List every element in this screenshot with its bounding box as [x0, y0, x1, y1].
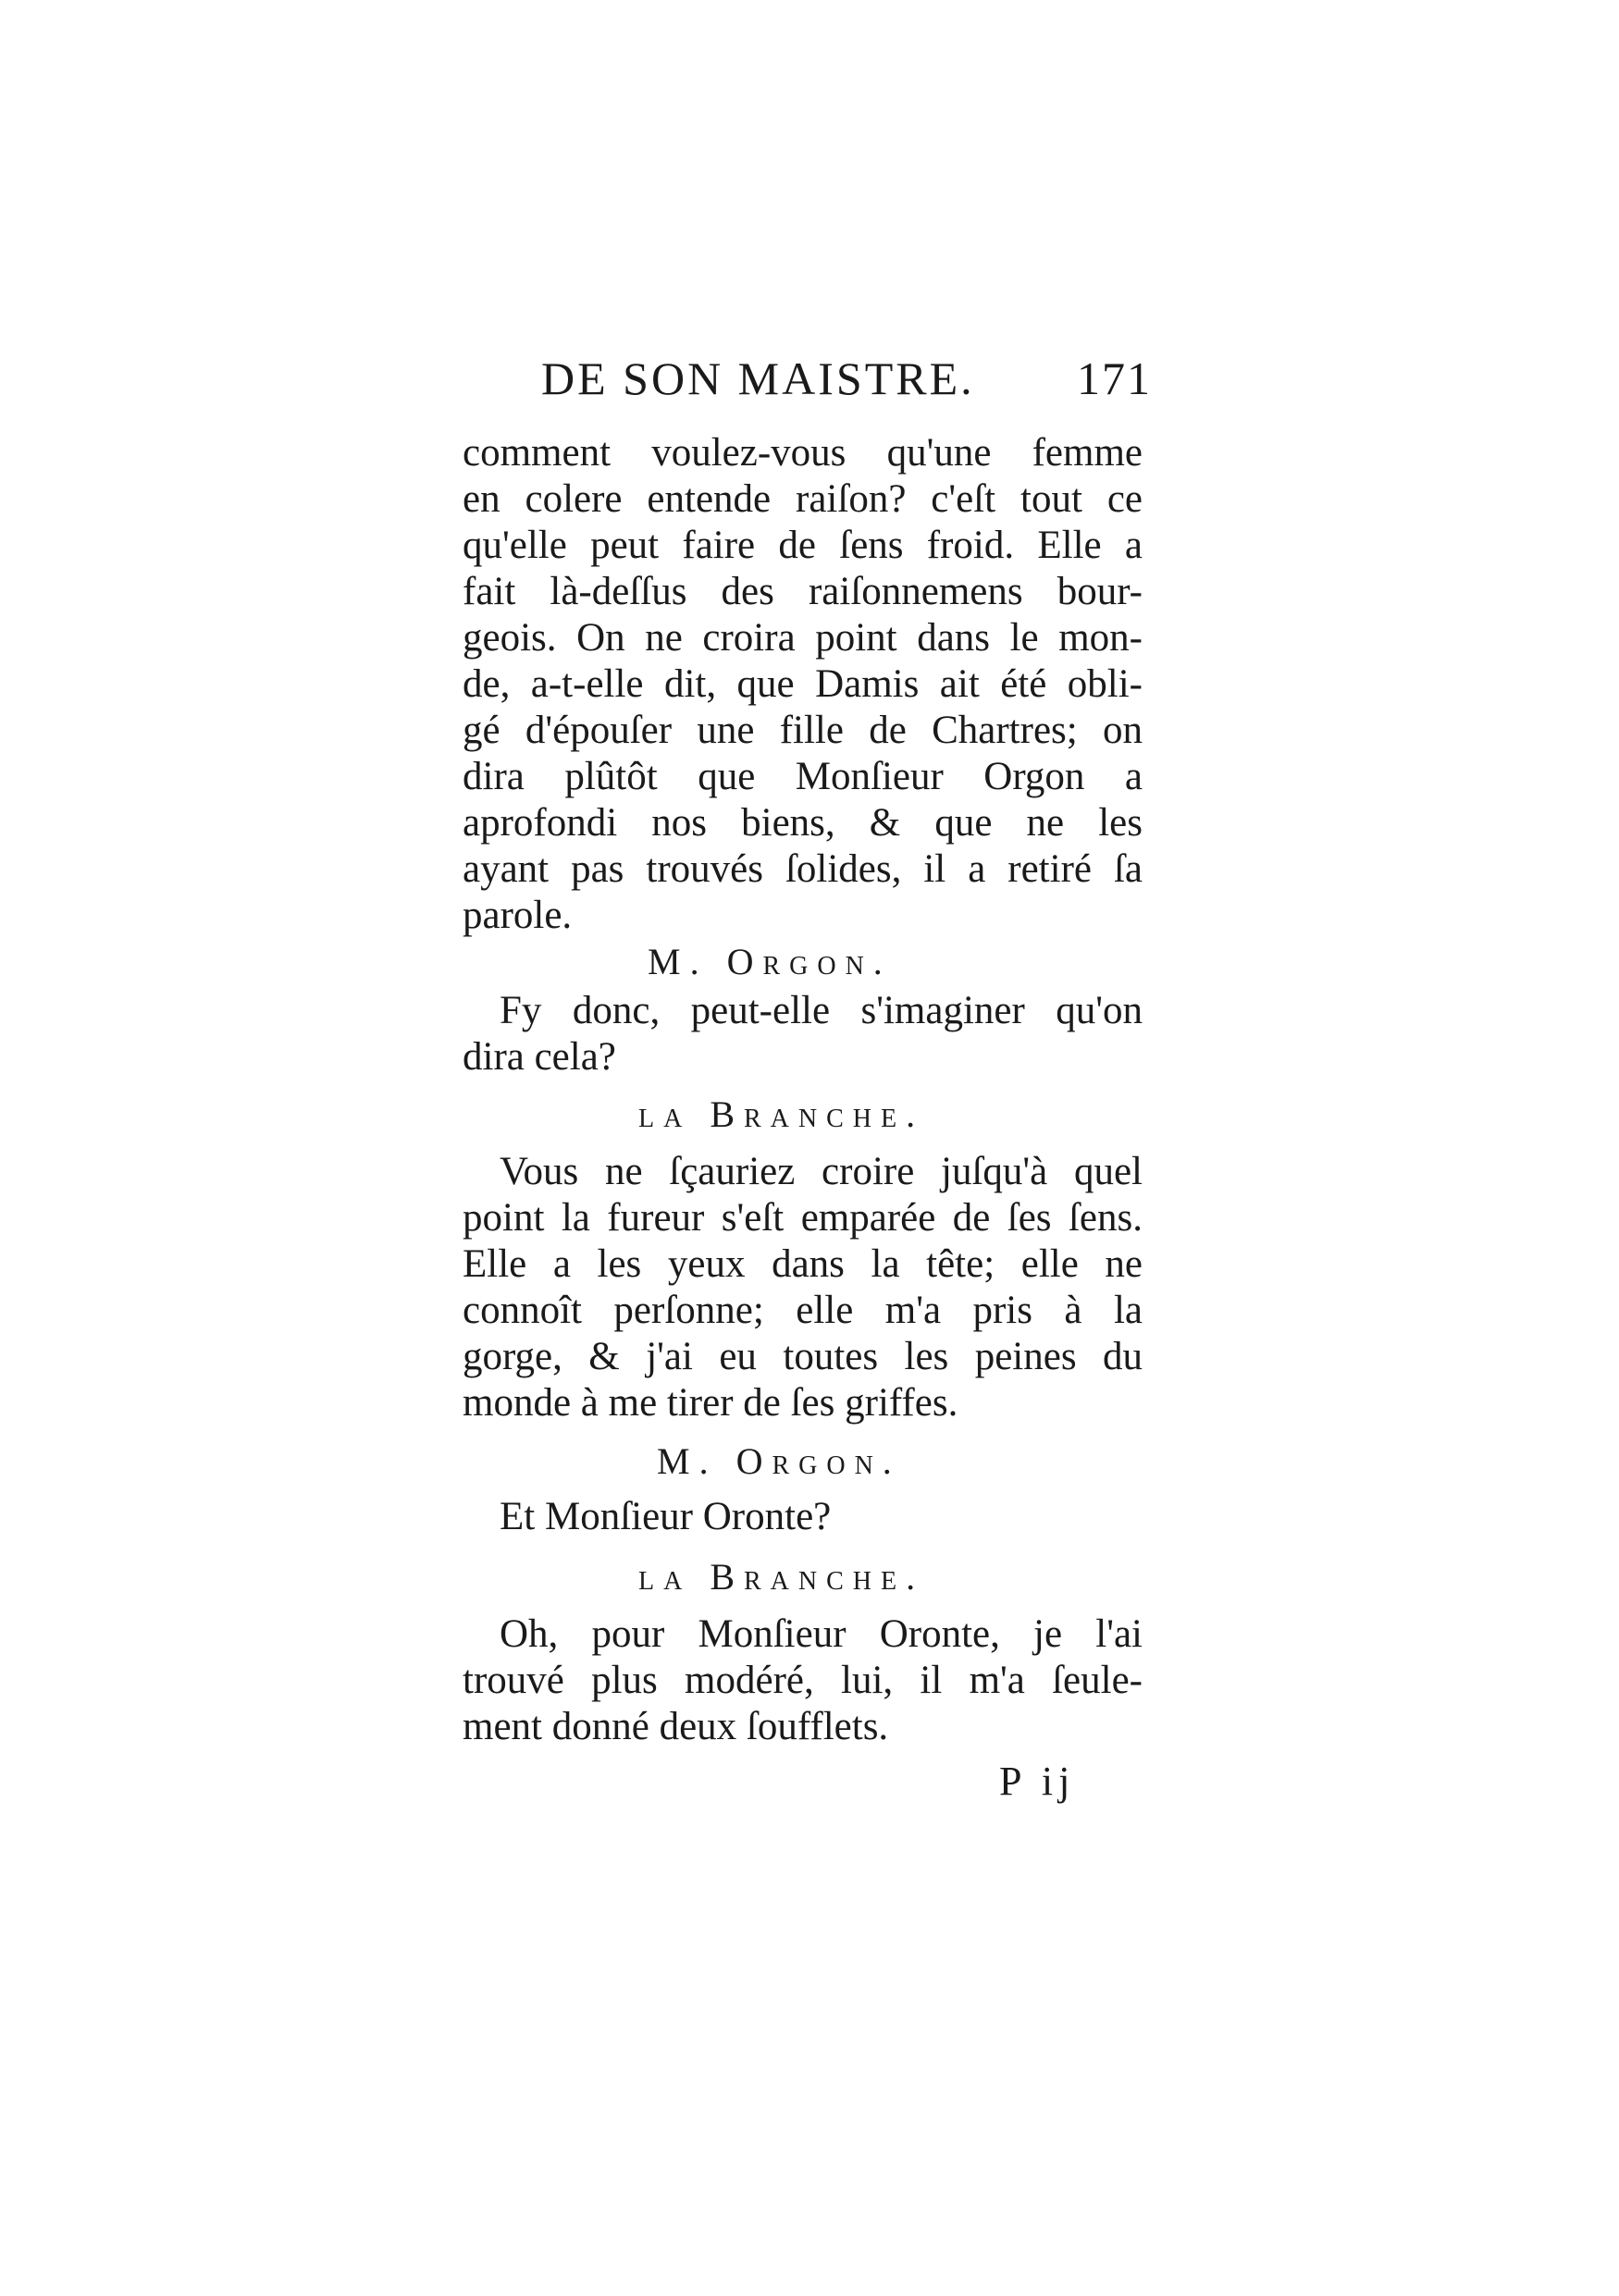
text-line-19: monde à me tirer de ſes griffes.	[463, 1381, 958, 1425]
text-line-5: geois. On ne croira point dans le mon-	[463, 616, 1143, 660]
text-line-9: aprofondi nos biens, & que ne les	[463, 801, 1143, 845]
text-line-12: Fy donc, peut-elle s'imaginer qu'on	[500, 989, 1143, 1032]
text-line-23: ment donné deux ſoufflets.	[463, 1705, 889, 1748]
text-line-22: trouvé plus modéré, lui, il m'a ſeule-	[463, 1659, 1143, 1702]
text-line-6: de, a-t-elle dit, que Damis ait été obli-	[463, 662, 1143, 706]
text-line-7: gé d'épouſer une fille de Chartres; on	[463, 709, 1143, 752]
text-line-1: comment voulez-vous qu'une femme	[463, 431, 1143, 475]
text-line-21: Oh, pour Monſieur Oronte, je l'ai	[500, 1612, 1143, 1656]
speaker-heading: la Branche.	[638, 1556, 925, 1598]
text-line-3: qu'elle peut faire de ſens froid. Elle a	[463, 524, 1143, 567]
running-head: DE SON MAISTRE.	[541, 352, 975, 404]
text-line-13: dira cela?	[463, 1035, 616, 1079]
text-line-18: gorge, & j'ai eu toutes les peines du	[463, 1335, 1143, 1378]
text-line-17: connoît perſonne; elle m'a pris à la	[463, 1289, 1143, 1332]
page-header	[541, 352, 1152, 416]
speaker-heading: la Branche.	[638, 1093, 925, 1135]
text-line-10: ayant pas trouvés ſolides, il a retiré ſa	[463, 847, 1143, 891]
text-line-4: fait là-deſſus des raiſonnemens bour-	[463, 570, 1143, 613]
page-number: 171	[1077, 352, 1152, 404]
speaker-heading: M. Orgon.	[648, 941, 892, 982]
text-line-14: Vous ne ſçauriez croire juſqu'à quel	[500, 1150, 1143, 1193]
text-line-11: parole.	[463, 894, 573, 937]
text-line-20: Et Monſieur Oronte?	[500, 1495, 832, 1538]
text-line-8: dira plûtôt que Monſieur Orgon a	[463, 755, 1143, 798]
text-line-15: point la fureur s'eſt emparée de ſes ſens.	[463, 1196, 1143, 1240]
speaker-heading: M. Orgon.	[657, 1440, 901, 1482]
signature-mark: P ij	[999, 1759, 1076, 1804]
text-line-16: Elle a les yeux dans la tête; elle ne	[463, 1242, 1143, 1286]
text-line-2: en colere entende raiſon? c'eſt tout ce	[463, 477, 1143, 521]
